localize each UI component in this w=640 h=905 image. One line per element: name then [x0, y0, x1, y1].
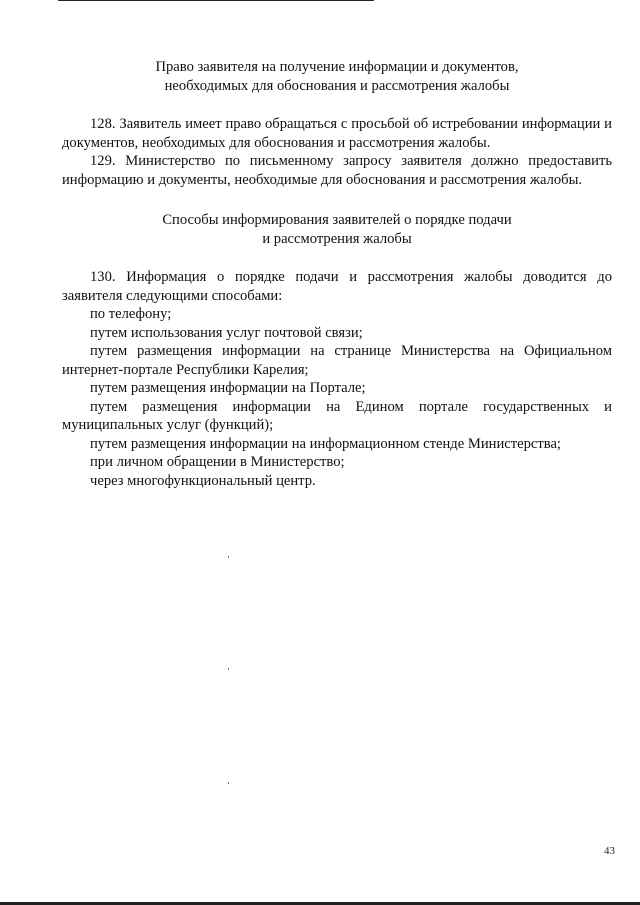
list-item: при личном обращении в Министерство; — [90, 454, 345, 470]
list-item: путем размещения информации на информационном стенде Министерства; — [90, 435, 561, 452]
list-item: по телефону; — [90, 306, 172, 322]
paragraph-130: 130. Информация о порядке подачи и рассмотрения жалобы доводится до заявителя следующими способами: — [62, 269, 612, 304]
paragraph-129: 129. Министерство по письменному запросу заявителя должно предоставить информацию и документы, необходимые для обоснования и рассмотрения жалобы. — [62, 153, 612, 188]
scan-speck — [228, 668, 229, 670]
scan-speck — [228, 782, 229, 784]
heading-line: необходимых для обоснования и рассмотрения жалобы — [164, 77, 510, 94]
scan-top-rule — [58, 0, 374, 2]
section-heading-right-to-information — [62, 58, 612, 95]
heading-line: Способы информирования заявителей о порядке подачи — [162, 212, 512, 228]
scan-speck — [228, 556, 229, 558]
paragraph-128: 128. Заявитель имеет право обращаться с просьбой об истребовании информации и документов, необходимых для обоснования и рассмотрения жалобы. — [62, 116, 612, 151]
list-item: путем размещения информации на Портале; — [90, 380, 366, 396]
page-number: 43 — [604, 845, 615, 857]
list-item: через многофункциональный центр. — [90, 472, 316, 489]
heading-line: Право заявителя на получение информации и документов, — [155, 59, 519, 75]
methods-list — [62, 305, 612, 490]
section-heading-informing-methods — [62, 211, 612, 248]
list-item: путем размещения информации на Едином портале государственных и муниципальных услуг (функций); — [62, 398, 612, 433]
list-item: путем использования услуг почтовой связи; — [90, 324, 363, 341]
document-body — [62, 58, 612, 490]
heading-line: и рассмотрения жалобы — [262, 230, 412, 247]
list-item: путем размещения информации на странице Министерства на Официальном интернет-портале Республики Карелия; — [62, 343, 612, 378]
